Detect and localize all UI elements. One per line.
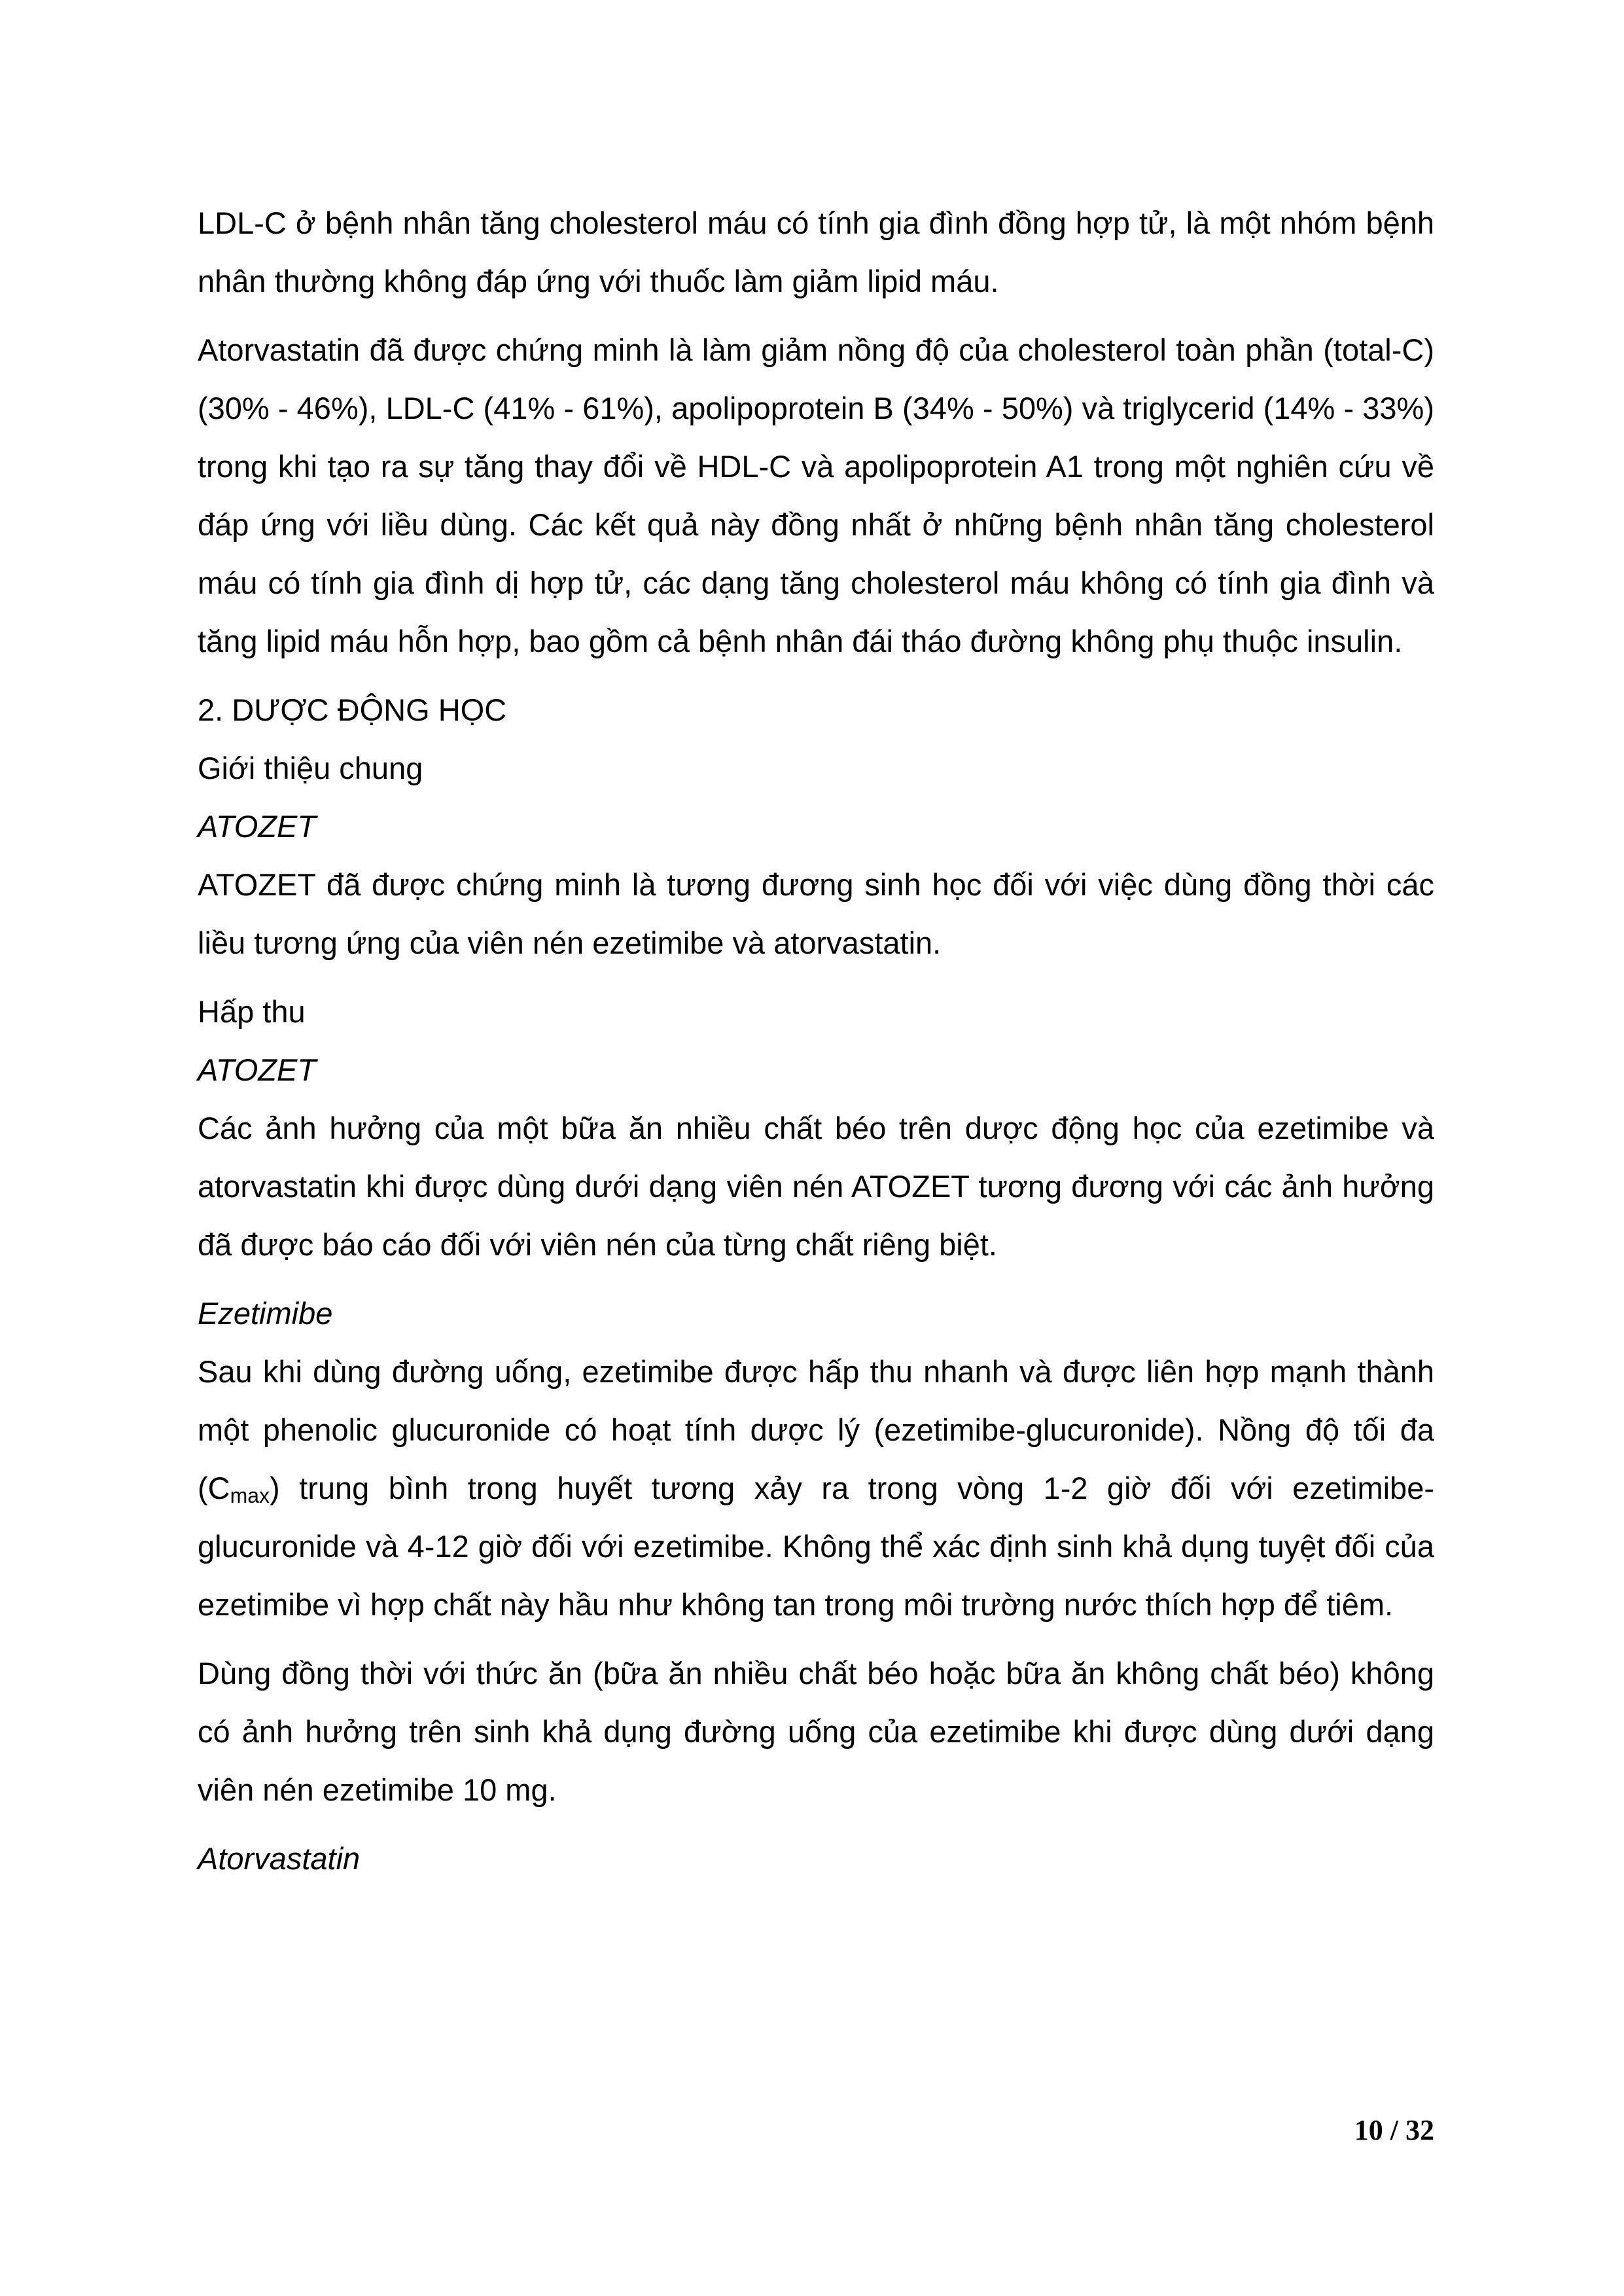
paragraph-ezetimibe-text-2: ) trung bình trong huyết tương xảy ra trong vòng 1-2 giờ đối với ezetimibe-glucuronide và 4-12 giờ đối với ezetimibe. Không thể xác định sinh khả dụng tuyệt đối của ezetimibe vì hợp chất này hầu như không tan trong môi trường nước thích hợp để tiêm. (198, 1471, 1434, 1622)
cmax-subscript: max (230, 1484, 270, 1507)
paragraph-ezetimibe-absorption (198, 1342, 1434, 1634)
document-body (198, 194, 1434, 1888)
paragraph-ezetimibe-text-1: Sau khi dùng đường uống, ezetimibe được hấp thu nhanh và được liên hợp mạnh thành một phenolic glucuronide có hoạt tính dược lý (ezetimibe-glucuronide). Nồng độ tối đa (C (198, 1354, 1434, 1505)
heading-atorvastatin: Atorvastatin (198, 1841, 361, 1876)
section-title-pharmacokinetics: 2. DƯỢC ĐỘNG HỌC (198, 692, 507, 727)
heading-absorption: Hấp thu (198, 994, 306, 1029)
paragraph-bioequivalence: ATOZET đã được chứng minh là tương đương sinh học đối với việc dùng đồng thời các liều tương ứng của viên nén ezetimibe và atorvastatin. (198, 867, 1434, 960)
paragraph-food-effect: Dùng đồng thời với thức ăn (bữa ăn nhiều chất béo hoặc bữa ăn không chất béo) không có ảnh hưởng trên sinh khả dụng đường uống của ezetimibe khi được dùng dưới dạng viên nén ezetimibe 10 mg. (198, 1656, 1434, 1807)
paragraph-high-fat-meal: Các ảnh hưởng của một bữa ăn nhiều chất béo trên dược động học của ezetimibe và atorvastatin khi được dùng dưới dạng viên nén ATOZET tương đương với các ảnh hưởng đã được báo cáo đối với viên nén của từng chất riêng biệt. (198, 1111, 1434, 1262)
page-number: 10 / 32 (1354, 2114, 1434, 2146)
paragraph-ldl-c: LDL-C ở bệnh nhân tăng cholesterol máu có tính gia đình đồng hợp tử, là một nhóm bệnh nhân thường không đáp ứng với thuốc làm giảm lipid máu. (198, 206, 1434, 298)
heading-ezetimibe: Ezetimibe (198, 1296, 333, 1331)
heading-general-introduction: Giới thiệu chung (198, 751, 423, 785)
heading-atozet-absorption: ATOZET (198, 1052, 317, 1087)
paragraph-atorvastatin-effects: Atorvastatin đã được chứng minh là làm giảm nồng độ của cholesterol toàn phần (total-C) (30% - 46%), LDL-C (41% - 61%), apolipoprotein B (34% - 50%) và triglycerid (14% - 33%) trong khi tạo ra sự tăng thay đổi về HDL-C và apolipoprotein A1 trong một nghiên cứu về đáp ứng với liều dùng. Các kết quả này đồng nhất ở những bệnh nhân tăng cholesterol máu có tính gia đình dị hợp tử, các dạng tăng cholesterol máu không có tính gia đình và tăng lipid máu hỗn hợp, bao gồm cả bệnh nhân đái tháo đường không phụ thuộc insulin. (198, 332, 1434, 658)
heading-atozet-intro: ATOZET (198, 809, 317, 844)
